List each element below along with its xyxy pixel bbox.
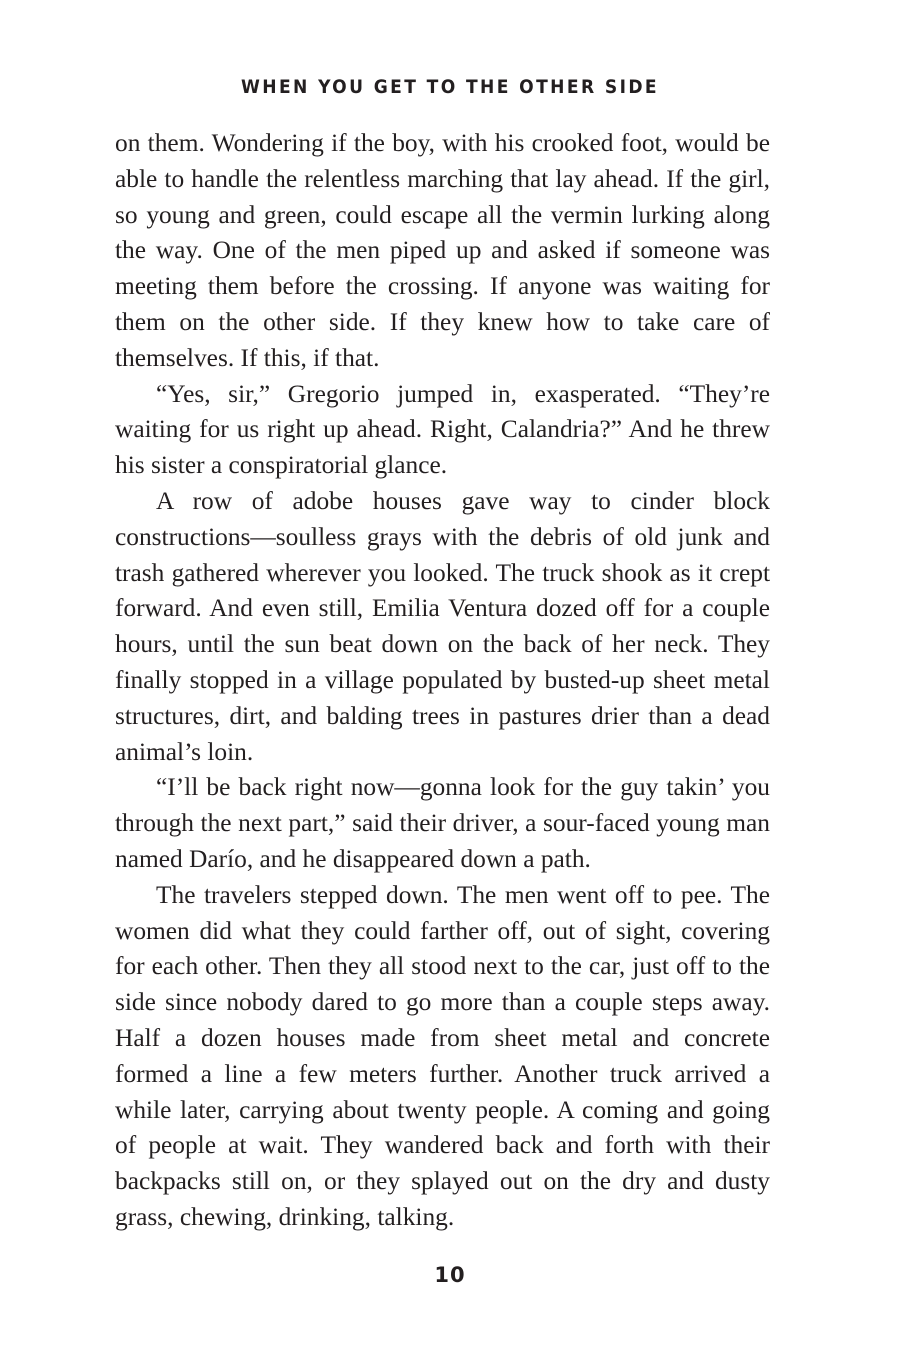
paragraph: “I’ll be back right now—gonna look for the guy takin’ you through the next part,” said their driver, a sour-faced young man named Darío, and he disappeared down a path. [115,773,770,873]
body-text [115,126,770,1236]
paragraph: A row of adobe houses gave way to cinder block constructions—soulless grays with the debris of old junk and trash gathered wherever you looked. The truck shook as it crept forward. And even still, Emilia Ventura dozed off for a couple hours, until the sun beat down on the back of her neck. They finally stopped in a village populated by busted-up sheet metal structures, dirt, and balding trees in pastures drier than a dead animal’s loin. [115,486,770,766]
running-head: WHEN YOU GET TO THE OTHER SIDE [240,76,660,98]
paragraph: on them. Wondering if the boy, with his crooked foot, would be able to handle the relentless marching that lay ahead. If the girl, so young and green, could escape all the vermin lurking along the way. One of the men piped up and asked if someone was meeting them before the crossing. If anyone was waiting for them on the other side. If they knew how to take care of themselves. If this, if that. [115,129,770,372]
page-number: 10 [434,1263,466,1287]
paragraph: The travelers stepped down. The men went off to pee. The women did what they could farther off, out of sight, covering for each other. Then they all stood next to the car, just off to the side since nobody dared to go more than a couple steps away. Half a dozen houses made from sheet metal and concrete formed a line a few meters further. Another truck arrived a while later, carrying about twenty people. A coming and going of people at wait. They wandered back and forth with their backpacks still on, or they splayed out on the dry and dusty grass, chewing, drinking, talking. [115,880,770,1231]
paragraph: “Yes, sir,” Gregorio jumped in, exasperated. “They’re waiting for us right up ahead. Right, Calandria?” And he threw his sister a conspiratorial glance. [115,379,770,480]
